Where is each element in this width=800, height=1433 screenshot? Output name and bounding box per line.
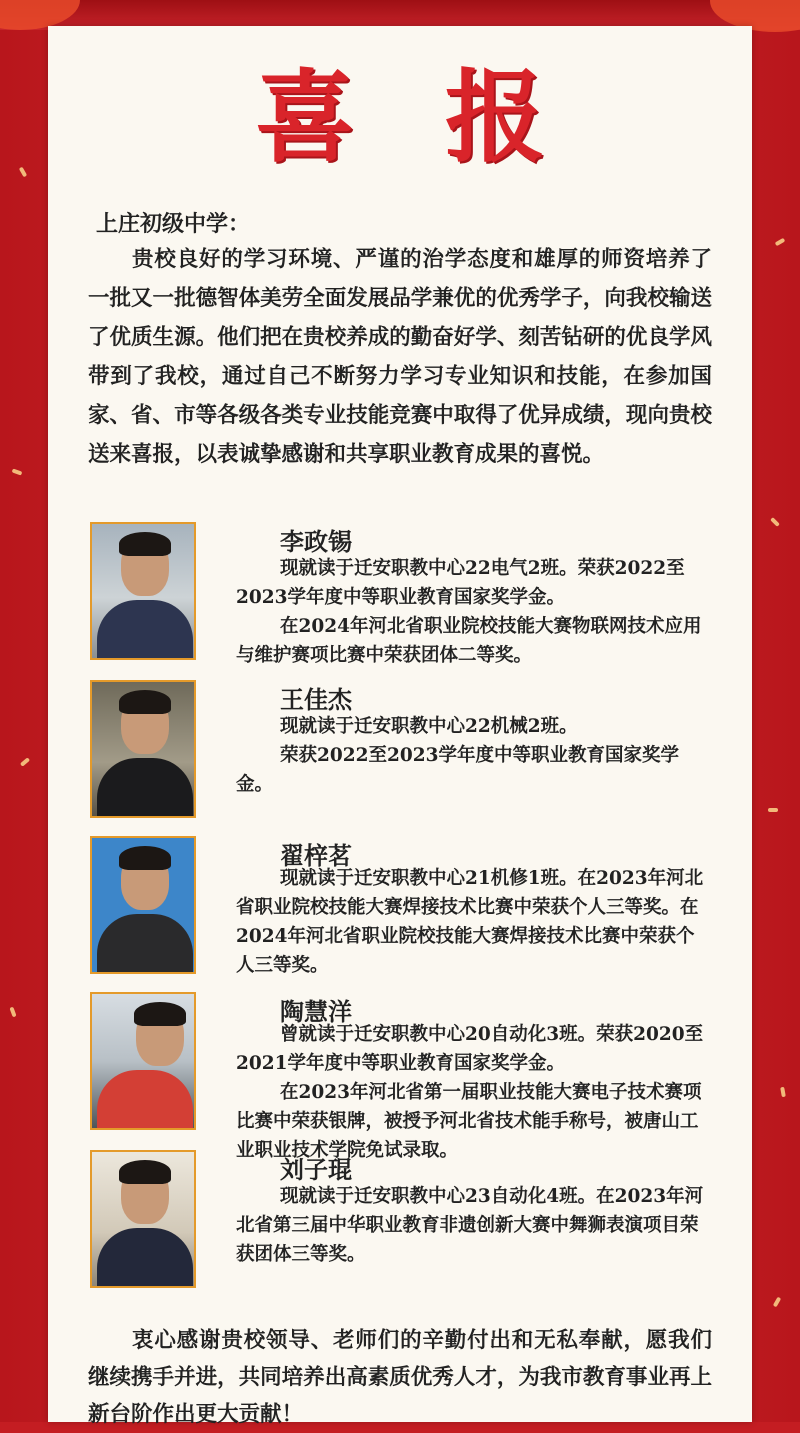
student-name: 李政锡 — [280, 527, 352, 556]
student-description — [236, 712, 712, 799]
student-photo — [90, 992, 196, 1130]
greeting: 上庄初级中学： — [96, 211, 251, 237]
confetti — [768, 808, 778, 812]
student-photo — [90, 836, 196, 974]
student-detail: 在2024年河北省职业院校技能大赛物联网技术应用与维护赛项比赛中荣获团体二等奖。 — [236, 616, 702, 666]
student-detail: 现就读于迁安职教中心22机械2班。 — [280, 716, 578, 737]
student-detail: 现就读于迁安职教中心21机修1班。在2023年河北省职业院校技能大赛焊接技术比赛中荣获个人三等奖。在2024年河北省职业院校技能大赛焊接技术比赛中荣获个人三等奖。 — [236, 868, 704, 976]
student-name: 陶慧洋 — [280, 997, 352, 1026]
student-detail: 荣获2022至2023学年度中等职业教育国家奖学金。 — [236, 745, 679, 795]
intro-paragraph: 贵校良好的学习环境、严谨的治学态度和雄厚的师资培养了一批又一批德智体美劳全面发展品学兼优的优秀学子，向我校输送了优质生源。他们把在贵校养成的勤奋好学、刻苦钻研的优良学风带到了我校，通过自己不断努力学习专业知识和技能，在参加国家、省、市等各级各类专业技能竞赛中取得了优异成绩，现向贵校送来喜报，以表诚挚感谢和共享职业教育成果的喜悦。 — [88, 247, 712, 467]
student-card — [90, 836, 710, 978]
student-detail: 现就读于迁安职教中心23自动化4班。在2023年河北省第三届中华职业教育非遗创新大赛中舞狮表演项目荣获团体三等奖。 — [236, 1186, 704, 1265]
page-title: 喜报 — [255, 58, 635, 176]
student-detail: 在2023年河北省第一届职业技能大赛电子技术赛项比赛中荣获银牌，被授予河北省技术能手称号，被唐山工业职业技术学院免试录取。 — [236, 1082, 702, 1161]
student-card — [90, 1150, 710, 1292]
student-card — [90, 522, 710, 664]
student-photo — [90, 680, 196, 818]
student-detail: 曾就读于迁安职教中心20自动化3班。荣获2020至2021学年度中等职业教育国家奖学金。 — [236, 1024, 704, 1074]
student-description — [236, 864, 712, 980]
student-description — [236, 1182, 712, 1269]
student-detail: 现就读于迁安职教中心22电气2班。荣获2022至2023学年度中等职业教育国家奖学金。 — [236, 558, 685, 608]
student-photo — [90, 522, 196, 660]
student-name: 翟梓茗 — [280, 841, 352, 870]
closing-paragraph: 衷心感谢贵校领导、老师们的辛勤付出和无私奉献，愿我们继续携手并进，共同培养出高素质优秀人才，为我市教育事业再上新台阶作出更大贡献！ — [88, 1328, 712, 1427]
student-name: 王佳杰 — [280, 685, 352, 714]
student-name: 刘子琨 — [280, 1155, 352, 1184]
student-description — [236, 1020, 712, 1165]
student-description — [236, 554, 712, 670]
student-card — [90, 992, 710, 1161]
student-card — [90, 680, 710, 822]
student-photo — [90, 1150, 196, 1288]
